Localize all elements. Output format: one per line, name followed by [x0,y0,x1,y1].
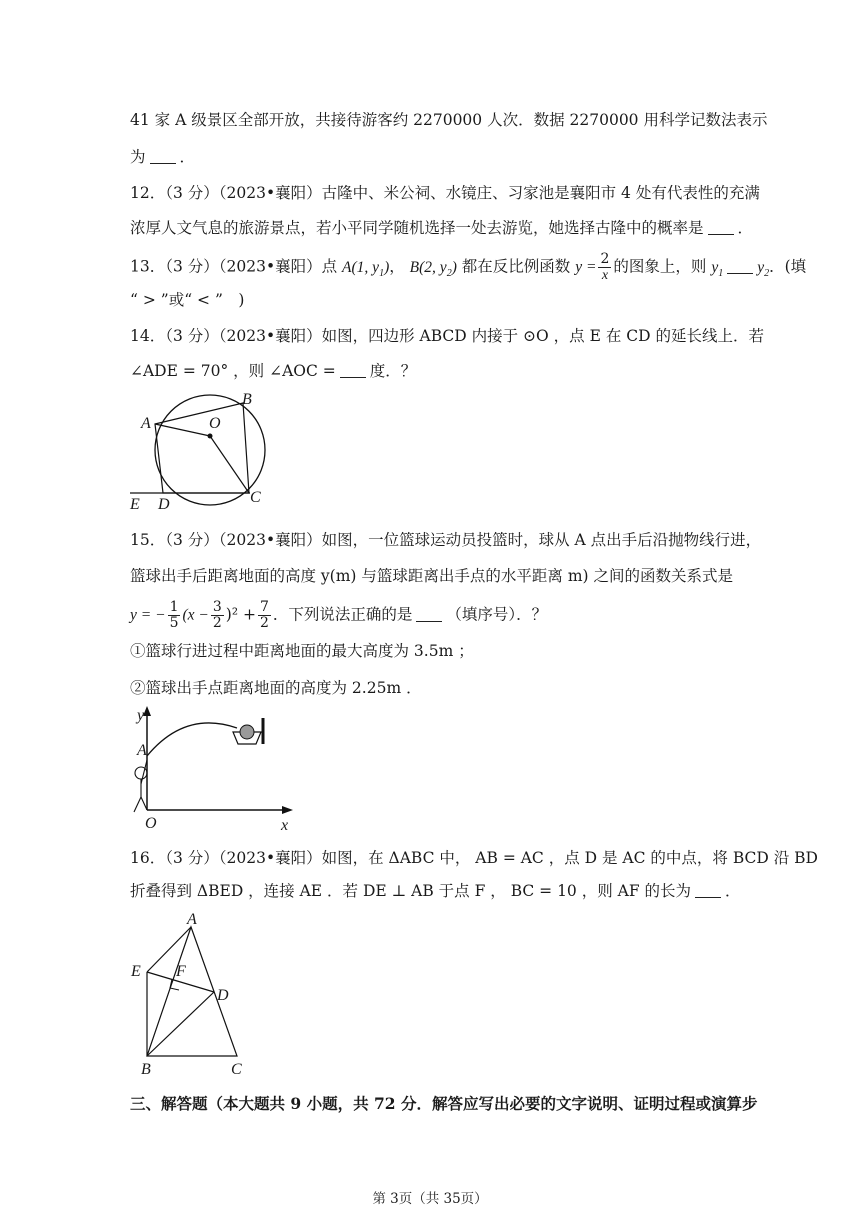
q14-line2-pre: ∠ADE = 70° ，则 ∠AOC = [130,362,336,380]
label-e: E [130,496,140,513]
section-3-heading: 三、解答题（本大题共 9 小题，共 72 分．解答应写出必要的文字说明、证明过程或演算步 [130,1094,758,1113]
trajectory-curve [147,723,237,756]
q15-line3 [130,600,547,631]
q11-line1: 41 家 A 级景区全部开放，共接待游客约 2270000 人次．数据 2270000 用科学记数法表示 [130,111,768,129]
segment-bd [147,992,214,1056]
player-leg-right [141,797,147,810]
q13-line2: “ > ”或“ < ” ) [130,291,245,309]
q13-y2: $y_2$ [757,258,770,279]
triangle-fold-figure [125,910,255,1080]
answer-blank [727,259,753,274]
label-f: F [176,963,186,980]
q16-line1: 16．（3 分）（2023•襄阳）如图，在 ΔABC 中， AB = AC ，点 D 是 AC 的中点，将 BCD 沿 BD [130,849,818,867]
q15-line1: 15．（3 分）（2023•襄阳）如图，一位篮球运动员投篮时，球从 A 点出手后沿抛物线行进， [130,531,762,549]
answer-blank [695,883,721,898]
label-c: C [231,1061,242,1078]
label-b: B [141,1061,151,1078]
q12-line1: 12．（3 分）（2023•襄阳）古隆中、米公祠、水镜庄、习家池是襄阳市 4 处有代表性的充满 [130,184,760,202]
x-axis-arrow [282,806,293,814]
q15-frac-1: $\frac{1}{5}$ [169,599,179,631]
basketball [240,725,254,739]
q13-prefix: 13．（3 分）（2023•襄阳）点 [130,257,338,276]
q11-line2-post: ． [179,148,196,166]
q12-line2-pre: 浓厚人文气息的旅游景点，若小平同学随机选择一处去游览，她选择古隆中的概率是 [130,219,704,237]
y-axis-arrow [143,706,151,716]
answer-blank [708,220,734,235]
q14-line2 [130,361,416,381]
label-c: C [250,489,261,506]
q13-fraction: $\frac{2}{x}$ [600,251,610,283]
label-b: B [242,391,252,408]
q11-line2-pre: 为 [130,148,146,166]
q15-option-1: ①篮球行进过程中距离地面的最大高度为 3.5m ； [130,642,474,660]
q13-point-a: A(1, $y_1$) [342,258,390,279]
answer-blank [150,149,176,164]
label-x: x [281,817,289,834]
q13-y1: $y_1$ [711,258,724,279]
label-d: D [217,987,229,1004]
player-arm [141,760,147,784]
label-y: y [137,707,145,724]
answer-blank [416,607,442,622]
label-a: A [141,415,151,432]
q15-option-2: ②篮球出手点距离地面的高度为 2.25m ． [130,679,422,697]
q11-line2 [130,147,195,167]
q13-func-y: y = [575,258,597,276]
page-footer: 第 3页（共 35页） [372,1191,488,1207]
q12-line2 [130,218,753,238]
segment-ao [155,424,210,436]
answer-blank [340,363,366,378]
q15-formula-y: y = − [130,606,166,624]
q15-frac-3: $\frac{7}{2}$ [259,599,269,631]
label-o: O [209,415,221,432]
q15-line2: 篮球出手后距离地面的高度 y(m) 与篮球距离出手点的水平距离 m) 之间的函数关系式是 [130,567,734,585]
center-dot [208,434,213,439]
q13-mid: 都在反比例函数 [461,257,571,276]
segment-oc [210,436,249,493]
basketball-figure [125,700,305,835]
label-e: E [131,963,141,980]
label-o: O [145,815,157,832]
q13-line1: 13．（3 分）（2023•襄阳）点 A(1, $y_1$)， B(2, $y_2$) 都在反比例函数 y = $\frac{2}{x}$ 的图象上，则 $y_1$ $y_2$．(填 [130,251,807,283]
q15-line3-post: ．下列说法正确的是 [272,605,413,624]
q16-line2 [130,881,741,901]
q16-line2-post: ． [725,882,741,900]
q14-line1: 14．（3 分）（2023•襄阳）如图，四边形 ABCD 内接于 ⊙O ，点 E 在 CD 的延长线上．若 [130,327,764,345]
q13-point-b: B(2, $y_2$) [409,258,457,279]
quad-abcd [155,403,249,493]
player-leg-left [134,797,141,812]
label-a: A [137,742,147,759]
q15-line3-tail: （填序号）．？ [446,605,548,624]
q13-after: 的图象上，则 [613,257,707,276]
q15-formula-mid: (x − [182,606,209,624]
label-d: D [158,496,170,513]
q13-tail: ．(填 [769,257,807,276]
q15-formula-sq: )² + [225,605,256,624]
circle-quadrilateral-figure [125,390,275,515]
q16-line2-pre: 折叠得到 ΔBED ，连接 AE ．若 DE ⊥ AB 于点 F ， BC = 10 ，则 AF 的长为 [130,882,692,900]
q14-line2-post: 度．？ [369,362,417,380]
label-a: A [187,911,197,928]
q15-frac-2: $\frac{3}{2}$ [212,599,222,631]
q12-line2-post: ． [737,219,754,237]
